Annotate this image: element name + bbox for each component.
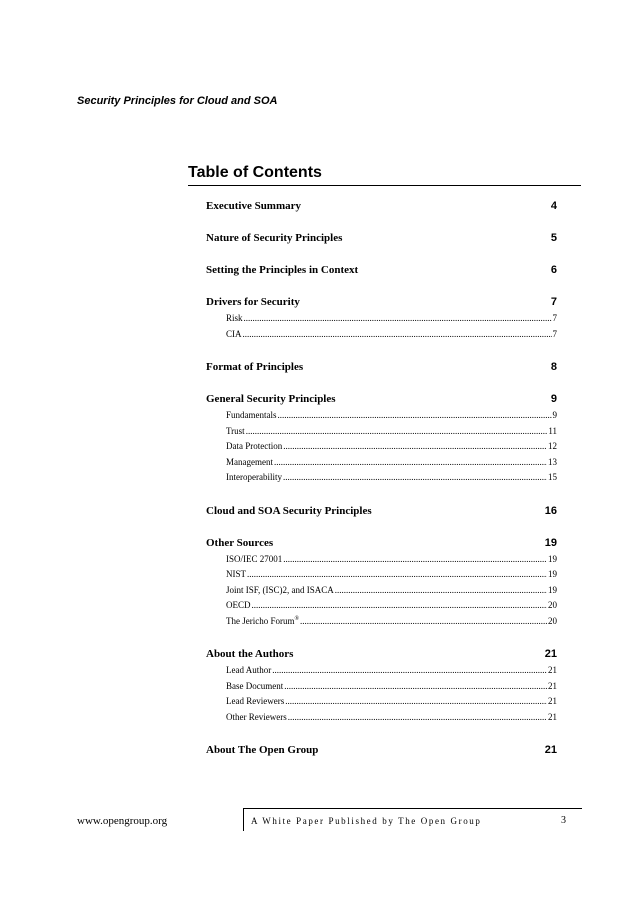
toc-subentry-row[interactable] [206,426,557,442]
toc-section-row[interactable] [206,361,557,376]
toc-section-page: 21 [544,744,557,756]
toc-subentry-label-wrap [226,569,246,579]
toc-section-row[interactable] [206,648,557,663]
toc-section-title: Setting the Principles in Context [206,264,359,276]
dot-leader [272,665,547,675]
toc-section [206,393,557,488]
toc-subentry-page: 20 [548,600,557,610]
toc-section [206,232,557,247]
toc-section-page: 6 [550,264,557,276]
toc-subentry-page: 15 [548,472,557,482]
toc-subentry-label-wrap [226,600,251,610]
toc-subentry-row[interactable] [206,441,557,457]
toc-subentry-label: Lead Author [226,665,272,675]
toc-section-title: Drivers for Security [206,296,300,308]
toc-section-row[interactable] [206,200,557,215]
footer-page-number: 3 [561,815,566,826]
running-header-title: Security Principles for Cloud and SOA [77,95,278,107]
dot-leader [300,616,547,626]
registered-mark: ® [294,615,300,622]
toc-subentry-label-wrap [226,585,334,595]
toc-subentry-label: Trust [226,425,245,436]
dot-leader [283,554,547,564]
toc-section [206,264,557,279]
toc-subentry-page: 9 [552,410,557,420]
dot-leader [247,569,547,579]
toc-subentry-label: Fundamentals [226,410,277,420]
toc-subentry-label-wrap [226,426,245,436]
toc-subentry-label: Other Reviewers [226,711,287,722]
toc-section-page: 4 [550,200,557,212]
toc-subentry-row[interactable] [206,712,557,728]
dot-leader [288,712,547,722]
toc-subentry-page: 7 [552,328,557,339]
toc-subentry-label-wrap [226,712,287,722]
toc-section-row[interactable] [206,505,557,520]
toc-subentry-row[interactable] [206,313,557,329]
toc-heading: Table of Contents [188,164,322,181]
toc-section [206,361,557,376]
dot-leader [283,441,547,451]
toc-subentry-page: 7 [552,313,557,323]
toc-section-row[interactable] [206,537,557,552]
footer-url: www.opengroup.org [77,815,168,827]
toc-subentry-label-wrap [226,681,283,691]
toc-subentry-label: Interoperability [226,472,282,482]
toc-subentry-label: Joint ISF, (ISC)2, and ISACA [226,584,334,595]
toc-section-title: Format of Principles [206,361,304,373]
toc-section-page: 21 [544,648,557,660]
toc-subentry-label: Base Document [226,680,284,691]
toc-section-row[interactable] [206,296,557,311]
toc-section [206,537,557,632]
toc-subentry-label-wrap [226,457,273,467]
toc-section-row[interactable] [206,264,557,279]
toc-subentry-row[interactable] [206,457,557,473]
toc-subentry-row[interactable] [206,665,557,681]
toc-subentry-label: CIA [226,328,242,339]
toc-section-title: Cloud and SOA Security Principles [206,504,372,517]
toc-subentry-row[interactable] [206,329,557,345]
toc-subentry-label-wrap [226,554,282,564]
toc-section-row[interactable] [206,232,557,247]
toc-subentry-row[interactable] [206,472,557,488]
toc-section [206,296,557,344]
toc-section-title: Other Sources [206,536,274,549]
toc-section-row[interactable] [206,744,557,759]
toc-subentry-page: 20 [548,615,557,626]
toc-section-page: 7 [550,296,557,308]
toc-section [206,744,557,759]
toc-subentry-label: The Jericho Forum [226,615,295,626]
dot-leader [274,457,547,467]
toc-section-title: About the Authors [206,648,294,660]
dot-leader [335,585,547,595]
toc-section-page: 5 [550,232,557,244]
toc-section-page: 9 [550,393,557,405]
toc-subentry-row[interactable] [206,681,557,697]
toc-subentry-page: 21 [548,696,557,706]
toc-subentry-page: 19 [548,569,557,579]
toc-section-page: 19 [544,536,557,549]
toc-section-title: General Security Principles [206,393,336,405]
toc-subentry-label-wrap [226,696,284,706]
toc-subentry-row[interactable] [206,696,557,712]
toc-subentry-label-wrap [226,313,243,323]
toc-subentry-row[interactable] [206,585,557,601]
table-of-contents [206,200,557,776]
toc-subentry-row[interactable] [206,554,557,570]
toc-subentry-page: 19 [548,553,557,564]
toc-section [206,505,557,520]
toc-subentry-row[interactable] [206,569,557,585]
dot-leader [244,313,552,323]
toc-subentry-row[interactable] [206,616,557,632]
toc-section-page: 8 [550,361,557,373]
toc-section-page: 16 [544,504,557,517]
dot-leader [243,329,552,339]
toc-subentry-page: 21 [548,680,557,691]
toc-subentry-page: 21 [548,711,557,722]
dot-leader [252,600,548,610]
toc-subentry-label: Data Protection [226,441,283,451]
toc-subentry-label: OECD [226,600,251,610]
toc-section-title: Nature of Security Principles [206,232,343,244]
dot-leader [283,472,547,482]
toc-section-row[interactable] [206,393,557,408]
toc-subentry-label: ISO/IEC 27001 [226,553,283,564]
toc-section-title: Executive Summary [206,200,302,212]
toc-subentry-page: 13 [548,456,557,467]
toc-subentry-label: NIST [226,569,246,579]
toc-subentry-row[interactable] [206,410,557,426]
toc-subentry-page: 12 [548,441,557,451]
toc-divider [188,185,581,186]
toc-subentry-label-wrap [226,665,271,675]
toc-subentry-page: 19 [548,584,557,595]
dot-leader [278,410,552,420]
toc-subentry-row[interactable] [206,600,557,616]
toc-subentry-label-wrap [226,329,242,339]
footer-publisher-text: A White Paper Published by The Open Group [251,816,482,826]
toc-subentry-label-wrap [226,441,282,451]
toc-subentry-page: 21 [548,665,557,675]
toc-subentry-label: Risk [226,313,243,323]
toc-section-title: About The Open Group [206,744,319,756]
toc-section [206,648,557,727]
toc-subentry-label-wrap [226,472,282,482]
toc-subentry-label: Management [226,456,273,467]
toc-subentry-page: 11 [548,425,557,436]
toc-section [206,200,557,215]
toc-subentry-label-wrap [226,410,277,420]
dot-leader [284,681,547,691]
dot-leader [285,696,547,706]
dot-leader [246,426,548,436]
toc-subentry-label: Lead Reviewers [226,696,285,706]
toc-subentry-label-wrap [226,616,299,626]
